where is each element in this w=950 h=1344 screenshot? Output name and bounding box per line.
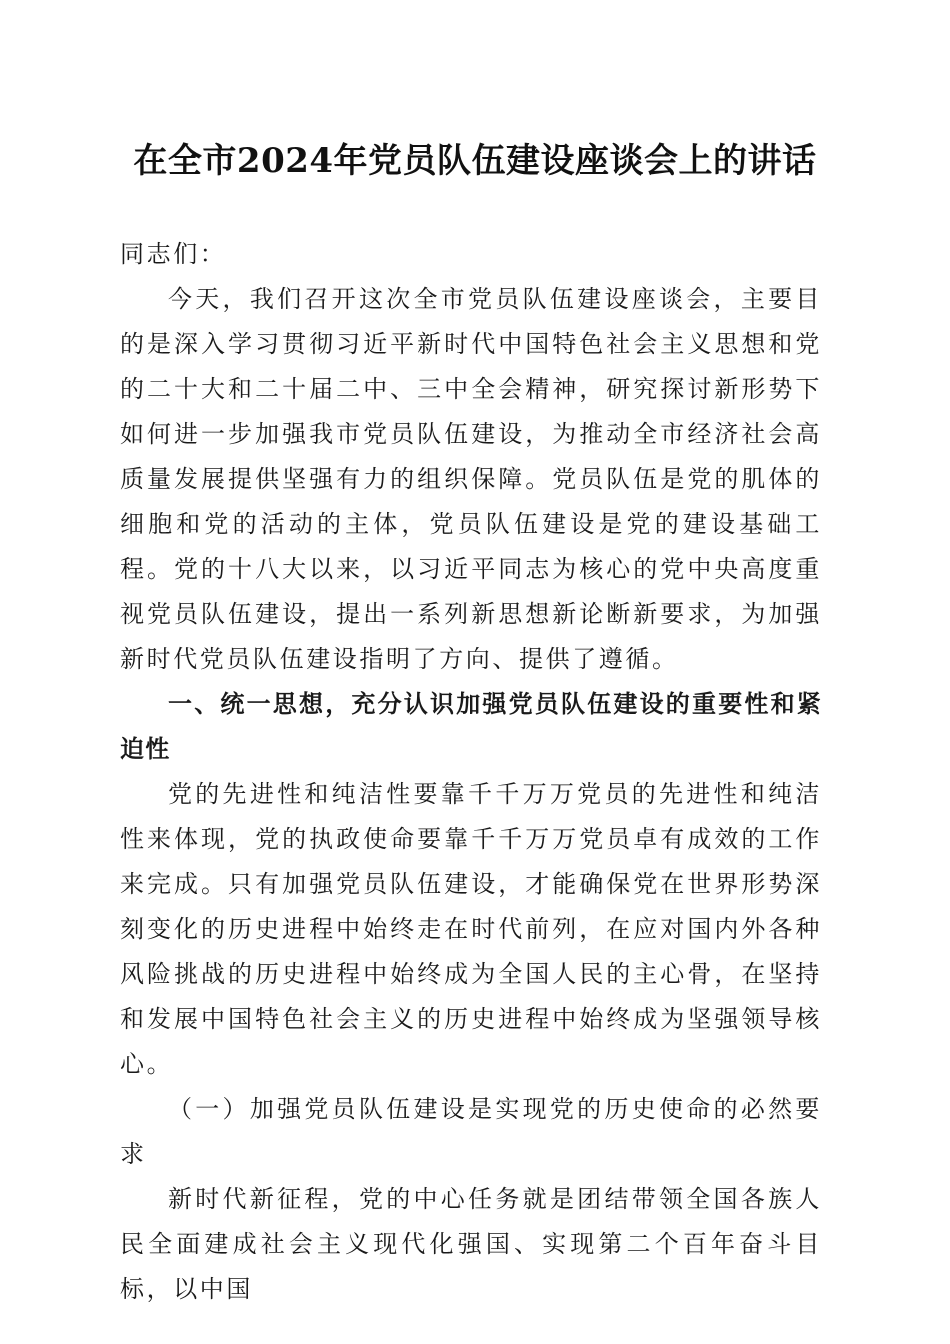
subsection-1-paragraph: 新时代新征程，党的中心任务就是团结带领全国各族人民全面建成社会主义现代化强国、实现第二个百年奋斗目标，以中国 xyxy=(120,1185,822,1303)
document-title: 在全市2024年党员队伍建设座谈会上的讲话 xyxy=(133,141,817,181)
document-body xyxy=(120,232,822,1312)
intro-paragraph: 今天，我们召开这次全市党员队伍建设座谈会，主要目的是深入学习贯彻习近平新时代中国特色社会主义思想和党的二十大和二十届二中、三中全会精神，研究探讨新形势下如何进一步加强我市党员队伍建设，为推动全市经济社会高质量发展提供坚强有力的组织保障。党员队伍是党的肌体的细胞和党的活动的主体，党员队伍建设是党的建设基础工程。党的十八大以来，以习近平同志为核心的党中央高度重视党员队伍建设，提出一系列新思想新论断新要求，为加强新时代党员队伍建设指明了方向、提供了遵循。 xyxy=(120,285,822,673)
salutation: 同志们： xyxy=(120,240,227,268)
subsection-heading-1: （一）加强党员队伍建设是实现党的历史使命的必然要求 xyxy=(120,1095,822,1168)
section-heading-1: 一、统一思想，充分认识加强党员队伍建设的重要性和紧迫性 xyxy=(120,690,822,763)
section-1-paragraph: 党的先进性和纯洁性要靠千千万万党员的先进性和纯洁性来体现，党的执政使命要靠千千万万党员卓有成效的工作来完成。只有加强党员队伍建设，才能确保党在世界形势深刻变化的历史进程中始终走在时代前列，在应对国内外各种风险挑战的历史进程中始终成为全国人民的主心骨，在坚持和发展中国特色社会主义的历史进程中始终成为坚强领导核心。 xyxy=(120,780,822,1078)
